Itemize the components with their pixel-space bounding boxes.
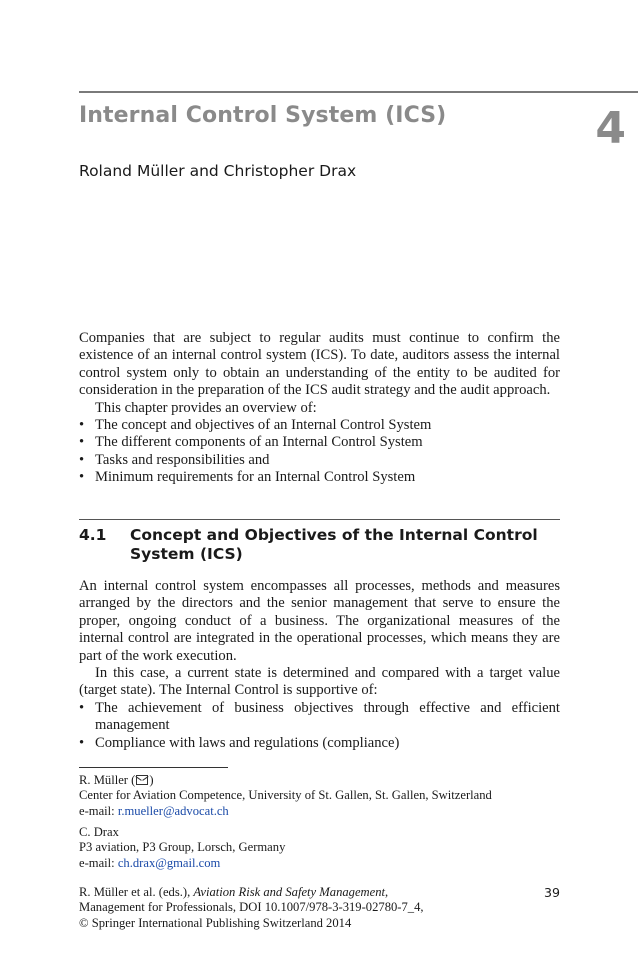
- footnote-rule: [79, 767, 228, 768]
- envelope-icon: [136, 775, 148, 785]
- bullet-icon: •: [79, 417, 85, 434]
- overview-list: [79, 417, 560, 487]
- footnote-affiliation: Center for Aviation Competence, University of St. Gallen, St. Gallen, Switzerland: [79, 788, 492, 803]
- chapter-authors: Roland Müller and Christopher Drax: [79, 162, 357, 180]
- chapter-number: 4: [595, 103, 626, 154]
- section-heading: [79, 526, 560, 564]
- bullet-icon: •: [79, 469, 85, 486]
- bullet-icon: •: [79, 434, 85, 451]
- list-item: • The achievement of business objectives through effective and efficient management: [79, 699, 560, 734]
- page-footer: [79, 885, 560, 931]
- overview-lead: This chapter provides an overview of:: [95, 399, 317, 416]
- section-number: 4.1: [79, 526, 107, 544]
- footnote-name: C. Drax: [79, 825, 119, 839]
- section-title: Concept and Objectives of the Internal Control System (ICS): [130, 526, 538, 563]
- footnote-name: R. Müller ( ): [79, 773, 154, 787]
- bullet-icon: •: [79, 699, 85, 716]
- footer-doi: Management for Professionals, DOI 10.1007/978-3-319-02780-7_4,: [79, 900, 424, 915]
- section-body: [79, 578, 560, 752]
- list-item: • Tasks and responsibilities and: [79, 451, 270, 468]
- intro-paragraph: Companies that are subject to regular audits must continue to confirm the existence of an internal control system (ICS). To date, auditors assess the internal control system only to obtain an understanding of the entity to be audited for consideration in the preparation of the ICS audit strategy and the audit approach.: [79, 330, 560, 399]
- chapter-top-rule: [79, 91, 638, 93]
- footnote-email-line: e-mail: ch.drax@gmail.com: [79, 855, 221, 870]
- footnote-email-line: e-mail: r.mueller@advocat.ch: [79, 803, 229, 818]
- book-title: Aviation Risk and Safety Management: [193, 885, 386, 899]
- section-paragraph-2: In this case, a current state is determined and compared with a target value (target state). The Internal Control is supportive of:: [79, 665, 560, 699]
- list-item: • The different components of an Internal Control System: [79, 434, 423, 451]
- section-paragraph-1: An internal control system encompasses all processes, methods and measures arranged by the directors and the senior management that serve to ensure the proper, ongoing conduct of a business. The organizational measures of the internal control are integrated in the operational processes, which means they are part of the work execution.: [79, 578, 560, 664]
- section-rule: [79, 519, 560, 520]
- footer-citation: R. Müller et al. (eds.), Aviation Risk and Safety Management,: [79, 885, 389, 899]
- footnote-affiliation: P3 aviation, P3 Group, Lorsch, Germany: [79, 840, 286, 855]
- email-link[interactable]: ch.drax@gmail.com: [117, 855, 221, 870]
- section-list: [79, 700, 560, 752]
- footnote-author-1: [79, 773, 560, 819]
- intro-block: [79, 330, 560, 487]
- list-item: • Minimum requirements for an Internal Control System: [79, 469, 416, 486]
- bullet-icon: •: [79, 734, 85, 751]
- footnote-author-2: [79, 825, 560, 871]
- chapter-title: Internal Control System (ICS): [79, 103, 447, 128]
- email-link[interactable]: r.mueller@advocat.ch: [117, 803, 229, 818]
- list-item: • The concept and objectives of an Internal Control System: [79, 417, 432, 434]
- list-item: • Compliance with laws and regulations (compliance): [79, 734, 400, 751]
- bullet-icon: •: [79, 451, 85, 468]
- footer-copyright: © Springer International Publishing Switzerland 2014: [79, 915, 352, 930]
- page-number: 39: [543, 885, 560, 900]
